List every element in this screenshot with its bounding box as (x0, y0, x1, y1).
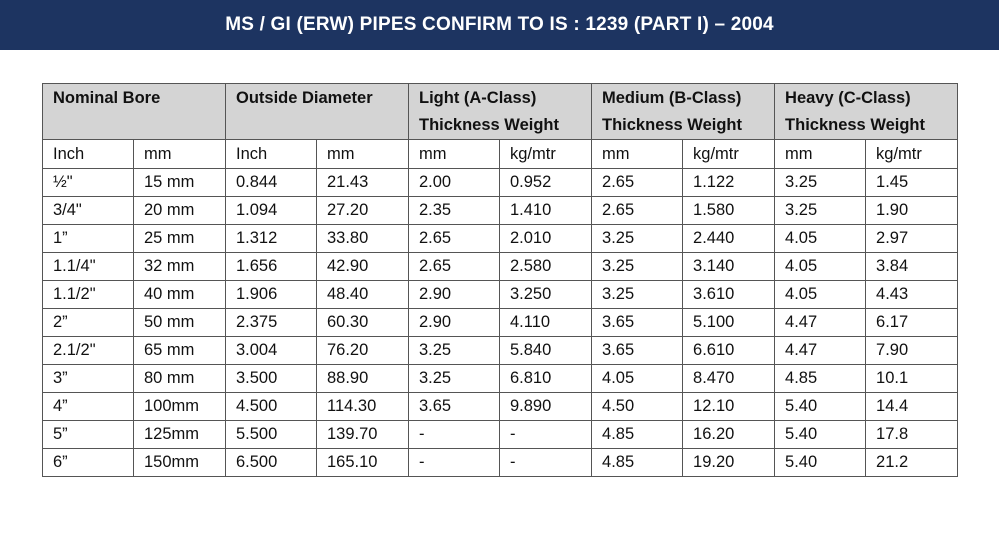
table-cell: 4.110 (500, 309, 592, 337)
table-cell: 3.500 (226, 365, 317, 393)
table-cell: 2.97 (866, 225, 958, 253)
table-cell: 4.85 (592, 449, 683, 477)
table-cell: 40 mm (134, 281, 226, 309)
table-cell: - (500, 449, 592, 477)
table-cell: 1.410 (500, 197, 592, 225)
header-light-sub: Thickness Weight (419, 116, 559, 134)
table-cell: 21.2 (866, 449, 958, 477)
table-cell: 9.890 (500, 393, 592, 421)
header-outside-diameter-label: Outside Diameter (236, 89, 373, 107)
table-cell: 4.05 (775, 253, 866, 281)
table-cell: 19.20 (683, 449, 775, 477)
table-cell: 3.25 (409, 365, 500, 393)
table-cell: 2.440 (683, 225, 775, 253)
table-cell: 1” (43, 225, 134, 253)
table-cell: 33.80 (317, 225, 409, 253)
unit-cell: kg/mtr (500, 140, 592, 169)
header-medium-name: Medium (B-Class) (602, 89, 742, 107)
unit-cell: mm (134, 140, 226, 169)
header-nominal-bore (43, 84, 226, 140)
table-cell: 4.47 (775, 337, 866, 365)
table-cell: 80 mm (134, 365, 226, 393)
table-cell: 1.906 (226, 281, 317, 309)
table-cell: 6.17 (866, 309, 958, 337)
table-cell: 6.500 (226, 449, 317, 477)
table-row (43, 281, 958, 309)
table-cell: 6.810 (500, 365, 592, 393)
table-cell: 6.610 (683, 337, 775, 365)
table-cell: ½" (43, 169, 134, 197)
table-cell: 4” (43, 393, 134, 421)
table-cell: 3.65 (592, 337, 683, 365)
table-cell: - (409, 449, 500, 477)
table-cell: 1.1/2" (43, 281, 134, 309)
unit-cell: mm (317, 140, 409, 169)
table-cell: 1.1/4" (43, 253, 134, 281)
table-cell: 125mm (134, 421, 226, 449)
table-cell: 2” (43, 309, 134, 337)
header-medium-class (592, 84, 775, 140)
table-row (43, 365, 958, 393)
header-light-class (409, 84, 592, 140)
table-row (43, 169, 958, 197)
table-cell: 3.65 (409, 393, 500, 421)
table-cell: 4.43 (866, 281, 958, 309)
table-cell: 114.30 (317, 393, 409, 421)
table-cell: 42.90 (317, 253, 409, 281)
table-cell: 2.375 (226, 309, 317, 337)
table-cell: 1.122 (683, 169, 775, 197)
table-cell: 12.10 (683, 393, 775, 421)
group-header-row (43, 84, 958, 140)
table-cell: 150mm (134, 449, 226, 477)
table-cell: 2.65 (592, 169, 683, 197)
table-row (43, 253, 958, 281)
unit-cell: mm (775, 140, 866, 169)
table-cell: 5.100 (683, 309, 775, 337)
table-cell: 1.90 (866, 197, 958, 225)
table-cell: 3.65 (592, 309, 683, 337)
table-cell: 4.50 (592, 393, 683, 421)
table-cell: 25 mm (134, 225, 226, 253)
table-cell: 0.844 (226, 169, 317, 197)
unit-cell: mm (592, 140, 683, 169)
table-cell: 4.05 (592, 365, 683, 393)
table-cell: 5.40 (775, 421, 866, 449)
table-cell: 5” (43, 421, 134, 449)
page-title: MS / GI (ERW) PIPES CONFIRM TO IS : 1239 (PART I) – 2004 (225, 14, 774, 35)
table-cell: 3.004 (226, 337, 317, 365)
table-row (43, 225, 958, 253)
table-cell: 14.4 (866, 393, 958, 421)
header-heavy-class (775, 84, 958, 140)
table-cell: 2.65 (592, 197, 683, 225)
table-cell: 5.500 (226, 421, 317, 449)
table-cell: 1.312 (226, 225, 317, 253)
table-row (43, 449, 958, 477)
table-cell: 5.840 (500, 337, 592, 365)
header-nominal-bore-label: Nominal Bore (53, 89, 161, 107)
unit-cell: Inch (226, 140, 317, 169)
table-cell: 4.05 (775, 281, 866, 309)
table-cell: 4.85 (775, 365, 866, 393)
table-cell: 3.250 (500, 281, 592, 309)
table-cell: 1.580 (683, 197, 775, 225)
table-cell: 2.1/2" (43, 337, 134, 365)
table-cell: 5.40 (775, 393, 866, 421)
unit-cell: kg/mtr (866, 140, 958, 169)
table-cell: 2.90 (409, 281, 500, 309)
table-cell: 4.500 (226, 393, 317, 421)
table-cell: 3/4" (43, 197, 134, 225)
table-cell: 32 mm (134, 253, 226, 281)
unit-cell: mm (409, 140, 500, 169)
table-row (43, 337, 958, 365)
table-cell: 1.45 (866, 169, 958, 197)
table-cell: 7.90 (866, 337, 958, 365)
table-cell: 88.90 (317, 365, 409, 393)
table-cell: 10.1 (866, 365, 958, 393)
table-cell: 3.25 (592, 253, 683, 281)
table-row (43, 393, 958, 421)
table-cell: 65 mm (134, 337, 226, 365)
table-cell: 2.580 (500, 253, 592, 281)
table-cell: 3.25 (775, 169, 866, 197)
table-cell: 2.35 (409, 197, 500, 225)
table-cell: 8.470 (683, 365, 775, 393)
table-cell: 76.20 (317, 337, 409, 365)
table-row (43, 309, 958, 337)
header-light-name: Light (A-Class) (419, 89, 537, 107)
table-cell: 100mm (134, 393, 226, 421)
table-cell: 2.00 (409, 169, 500, 197)
table-cell: 3.84 (866, 253, 958, 281)
table-body (43, 140, 958, 477)
pipe-spec-table (42, 83, 958, 477)
table-cell: 2.65 (409, 225, 500, 253)
table-cell: 0.952 (500, 169, 592, 197)
table-cell: 16.20 (683, 421, 775, 449)
table-cell: - (500, 421, 592, 449)
table-cell: 1.094 (226, 197, 317, 225)
table-cell: 3.25 (592, 281, 683, 309)
table-cell: 60.30 (317, 309, 409, 337)
unit-cell: Inch (43, 140, 134, 169)
table-cell: 50 mm (134, 309, 226, 337)
table-cell: 5.40 (775, 449, 866, 477)
table-row (43, 421, 958, 449)
units-row (43, 140, 958, 169)
table-cell: 2.010 (500, 225, 592, 253)
table-cell: 17.8 (866, 421, 958, 449)
header-outside-diameter (226, 84, 409, 140)
table-cell: 139.70 (317, 421, 409, 449)
unit-cell: kg/mtr (683, 140, 775, 169)
table-cell: 3.610 (683, 281, 775, 309)
table-cell: 2.90 (409, 309, 500, 337)
table-cell: 3.25 (775, 197, 866, 225)
table-cell: 21.43 (317, 169, 409, 197)
table-cell: 3.140 (683, 253, 775, 281)
table-cell: 4.47 (775, 309, 866, 337)
table-cell: 3.25 (592, 225, 683, 253)
table-cell: 27.20 (317, 197, 409, 225)
table-cell: 3.25 (409, 337, 500, 365)
title-banner (0, 0, 999, 50)
table-cell: 1.656 (226, 253, 317, 281)
table-cell: 2.65 (409, 253, 500, 281)
table-cell: 20 mm (134, 197, 226, 225)
header-medium-sub: Thickness Weight (602, 116, 742, 134)
table-cell: 4.05 (775, 225, 866, 253)
table-row (43, 197, 958, 225)
table-cell: 3” (43, 365, 134, 393)
table-cell: 165.10 (317, 449, 409, 477)
table-cell: 48.40 (317, 281, 409, 309)
header-heavy-sub: Thickness Weight (785, 116, 926, 134)
table-cell: 4.85 (592, 421, 683, 449)
table-cell: 15 mm (134, 169, 226, 197)
header-heavy-name: Heavy (C-Class) (785, 89, 911, 107)
table-cell: 6” (43, 449, 134, 477)
table-cell: - (409, 421, 500, 449)
